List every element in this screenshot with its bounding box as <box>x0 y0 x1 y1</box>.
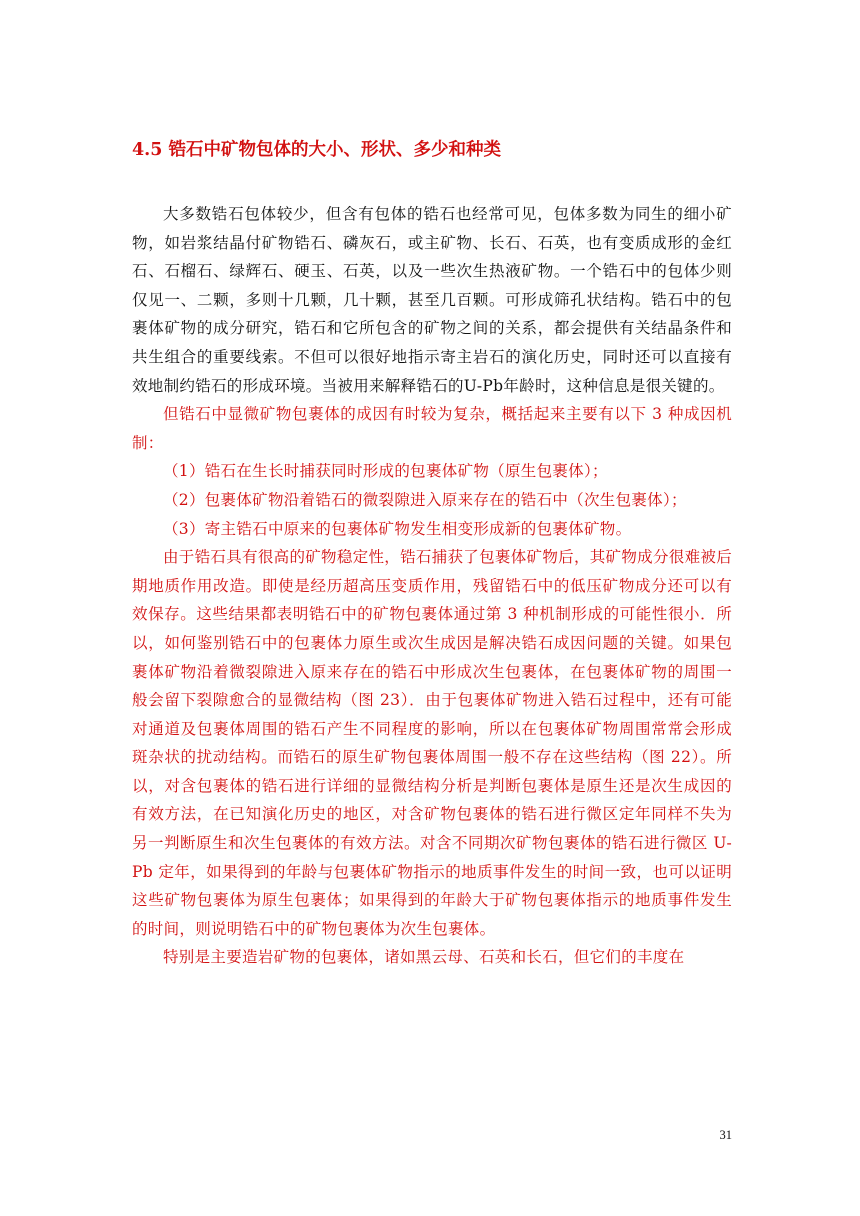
page-number: 31 <box>719 1128 732 1142</box>
paragraph-rock-forming-minerals: 特别是主要造岩矿物的包裹体，诸如黑云母、石英和长石，但它们的丰度在 <box>163 948 685 967</box>
section-heading: 4.5 锆石中矿物包体的大小、形状、多少和种类 <box>132 140 502 160</box>
list-item-mechanism-2: （2）包裹体矿物沿着锆石的微裂隙进入原来存在的锆石中（次生包裹体）； <box>163 490 687 509</box>
paragraph-zircon-inclusions-intro: 大多数锆石包体较少，但含有包体的锆石也经常可见，包体多数为同生的细小矿物，如岩浆结晶付矿物锆石、磷灰石，或主矿物、长石、石英，也有变质成形的金红石、石榴石、绿辉石、硬玉、石英，以及一些次生热液矿物。一个锆石中的包体少则仅见一、二颗，多则十几颗，几十颗，甚至几百颗。可形成筛孔状结构。锆石中的包裹体矿物的成分研究，锆石和它所包含的矿物之间的关系，都会提供有关结晶条件和共生组合的重要线索。不但可以很好地指示寄主岩石的演化历史，同时还可以直接有效地制约锆石的形成环境。当被用来解释锆石的U-Pb年龄时，这种信息是很关键的。 <box>132 205 732 395</box>
list-item-mechanism-1: （1）锆石在生长时捕获同时形成的包裹体矿物（原生包裹体）； <box>163 462 608 481</box>
paragraph-identification-methods: 由于锆石具有很高的矿物稳定性，锆石捕获了包裹体矿物后，其矿物成分很难被后期地质作用改造。即使是经历超高压变质作用，残留锆石中的低压矿物成分还可以有效保存。这些结果都表明锆石中的矿物包裹体通过第 3 种机制形成的可能性很小．所以，如何鉴别锆石中的包裹体力原生或次生成因是解决锆石成因问题的关键。如果包裹体矿物沿着微裂隙进入原来存在的锆石中形成次生包裹体，在包裹体矿物的周围一般会留下裂隙愈合的显微结构（图 23）．由于包裹体矿物进入锆石过程中，还有可能对通道及包裹体周围的锆石产生不同程度的影响，所以在包裹体矿物周围常常会形成斑杂状的扰动结构。而锆石的原生矿物包裹体周围一般不存在这些结构（图 22）。所以，对含包裹体的锆石进行详细的显微结构分析是判断包裹体是原生还是次生成因的有效方法，在已知演化历史的地区，对含矿物包裹体的锆石进行微区定年同样不失为另一判断原生和次生包裹体的有效方法。对含不同期次矿物包裹体的锆石进行微区 U-Pb 定年，如果得到的年龄与包裹体矿物指示的地质事件发生的时间一致，也可以证明这些矿物包裹体为原生包裹体；如果得到的年龄大于矿物包裹体指示的地质事件发生的时间，则说明锆石中的矿物包裹体为次生包裹体。 <box>132 548 732 938</box>
page-content <box>132 138 732 972</box>
paragraph-formation-mechanisms: 但锆石中显微矿物包裹体的成因有时较为复杂，概括起来主要有以下 3 种成因机制： <box>132 405 732 452</box>
list-item-mechanism-3: （3）寄主锆石中原来的包裹体矿物发生相变形成新的包裹体矿物。 <box>163 519 632 538</box>
